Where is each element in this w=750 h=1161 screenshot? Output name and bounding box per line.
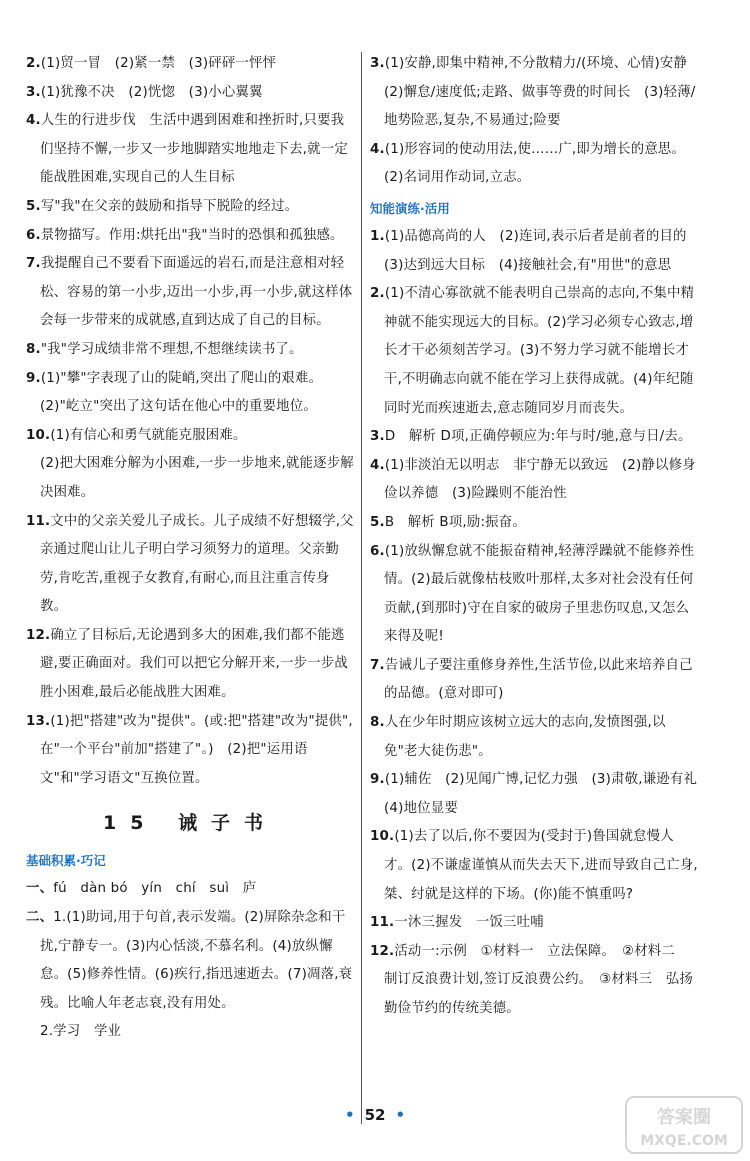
answer-item bbox=[26, 336, 354, 365]
answer-text: (1)贸一冒 (2)紧一禁 (3)砰砰一怦怦 bbox=[40, 56, 277, 71]
answer-item bbox=[26, 622, 354, 708]
answer-text: B 解析 B项,励:振奋。 bbox=[384, 514, 526, 530]
left-column bbox=[26, 50, 354, 1047]
answer-text: "我"学习成绩非常不理想,不想继续读书了。 bbox=[40, 341, 303, 357]
answer-text: 告诫儿子要注重修身养性,生活节俭,以此来培养自己的品德。(意对即可) bbox=[384, 657, 693, 702]
answer-item bbox=[370, 136, 698, 193]
bullet-dot-icon: • bbox=[395, 1106, 406, 1124]
answer-item bbox=[26, 422, 354, 451]
answer-item bbox=[26, 365, 354, 394]
answer-number: 4. bbox=[26, 113, 41, 129]
answer-subitem: (2)"屹立"突出了这句话在他心中的重要地位。 bbox=[40, 399, 317, 415]
answer-text: (1)辅佐 (2)见闻广博,记忆力强 (3)肃敬,谦逊有礼 (4)地位显要 bbox=[384, 772, 711, 816]
answer-number: 3. bbox=[26, 84, 41, 100]
answer-item bbox=[370, 909, 698, 938]
answer-text: 人在少年时期应该树立远大的志向,发愤图强,以免"老大徒伤悲"。 bbox=[384, 715, 666, 759]
column-divider bbox=[361, 52, 362, 1124]
answer-number: 10. bbox=[370, 829, 395, 845]
watermark-logo bbox=[624, 1095, 744, 1155]
answer-text: D 解析 D项,正确停顿应为:年与时/驰,意与日/去。 bbox=[384, 429, 692, 445]
answer-number: 5. bbox=[370, 514, 385, 530]
page-number-value: 52 bbox=[364, 1106, 386, 1124]
answer-number: 8. bbox=[26, 341, 41, 357]
answer-number: 4. bbox=[370, 141, 385, 157]
answer-number: 7. bbox=[26, 256, 41, 272]
answer-text: 确立了目标后,无论遇到多大的困难,我们都不能逃避,要正确面对。我们可以把它分解开来,一步一步战胜小困难,最后必能战胜大困难。 bbox=[40, 627, 348, 701]
answer-text: (1)去了以后,你不要因为(受封于)鲁国就怠慢人才。(2)不谦虚谨慎从而失去天下,进而导致自己亡身,桀、纣就是这样的下场。(你)能不慎重吗? bbox=[384, 829, 698, 902]
answer-item bbox=[26, 250, 354, 336]
answer-text: fú dàn bó yín chí suì 庐 bbox=[53, 881, 257, 897]
answer-number: 12. bbox=[26, 627, 51, 643]
answer-text: 我提醒自己不要看下面遥远的岩石,而是注意相对轻松、容易的第一小步,迈出一小步,再一小步,就这样体会每一步带来的成就感,直到达成了自己的目标。 bbox=[40, 256, 353, 329]
watermark-logo-icon bbox=[624, 1095, 744, 1155]
answer-number: 9. bbox=[370, 772, 385, 788]
answer-text: (1)安静,即集中精神,不分散精力/(环境、心情)安静 (2)懈怠/速度低;走路、做事等费的时间长 (3)轻薄/地势险恶,复杂,不易通过;险要 bbox=[384, 56, 701, 129]
answer-number: 4. bbox=[370, 457, 385, 473]
answer-item bbox=[370, 280, 698, 423]
answer-number: 10. bbox=[26, 427, 51, 443]
answer-item bbox=[370, 766, 711, 823]
answer-number: 3. bbox=[370, 429, 385, 445]
bullet-dot-icon: • bbox=[344, 1106, 355, 1124]
answer-text: (1)非淡泊无以明志 非宁静无以致远 (2)静以修身 俭以养德 (3)险躁则不能治性 bbox=[384, 457, 710, 502]
svg-text:MXQE.COM: MXQE.COM bbox=[640, 1133, 728, 1149]
answer-number: 3. bbox=[370, 56, 385, 71]
answer-item bbox=[370, 509, 698, 538]
answer-number: 12. bbox=[370, 943, 395, 959]
answer-number: 11. bbox=[26, 513, 51, 529]
answer-subitem: (2)把大困难分解为小困难,一步一步地来,就能逐步解决困难。 bbox=[40, 456, 354, 500]
answer-text: (1)品德高尚的人 (2)连词,表示后者是前者的目的 (3)达到远大目标 (4)接触社会,有"用世"的意思 bbox=[384, 228, 701, 273]
answer-item bbox=[26, 875, 354, 904]
answer-text: (1)形容词的使动用法,使……广,即为增长的意思。(2)名词用作动词,立志。 bbox=[384, 141, 686, 186]
answer-number: 6. bbox=[26, 227, 41, 243]
answer-text: 人生的行进步伐 生活中遇到困难和挫折时,只要我们坚持不懈,一步又一步地脚踏实地地走下去,就一定能战胜困难,实现自己的人生目标 bbox=[40, 113, 348, 186]
answer-text: (1)犹豫不决 (2)恍惚 (3)小心翼翼 bbox=[40, 84, 263, 100]
answer-text: (1)放纵懈怠就不能振奋精神,轻薄浮躁就不能修养性情。(2)最后就像枯枝败叶那样,太多对社会没有任何贡献,(到那时)守在自家的破房子里悲伤叹息,又怎么来得及呢! bbox=[384, 543, 695, 645]
answer-item bbox=[26, 222, 354, 251]
answer-number: 7. bbox=[370, 657, 385, 673]
answer-item bbox=[370, 538, 698, 652]
answer-text: 景物描写。作用:烘托出"我"当时的恐惧和孤独感。 bbox=[40, 227, 344, 243]
answer-item bbox=[26, 904, 354, 1018]
answer-item bbox=[370, 652, 698, 709]
answer-text: 一沐三握发 一饭三吐哺 bbox=[394, 915, 544, 931]
answer-text: 1.(1)助词,用于句首,表示发端。(2)屏除杂念和干扰,宁静专一。(3)内心恬淡,不慕名利。(4)放纵懈怠。(5)修养性情。(6)疾行,指迅速逝去。(7)凋落,衰残。比喻人年老志衰,没有用处。 bbox=[40, 910, 353, 1011]
lesson-title: 15 诫子书 bbox=[102, 812, 278, 835]
answer-text: (1)"攀"字表现了山的陡峭,突出了爬山的艰难。 bbox=[40, 370, 323, 386]
answer-number: 11. bbox=[370, 915, 395, 931]
answer-number: 5. bbox=[26, 198, 41, 214]
answer-subitem: 2.学习 学业 bbox=[40, 1024, 122, 1040]
svg-text:答案圈: 答案圈 bbox=[657, 1107, 711, 1128]
answer-item bbox=[26, 79, 354, 108]
answer-number: 1. bbox=[370, 228, 385, 244]
answer-item bbox=[26, 193, 354, 222]
answer-item bbox=[26, 107, 354, 193]
answer-number: 13. bbox=[26, 713, 51, 729]
answer-text: 文中的父亲关爱儿子成长。儿子成绩不好想辍学,父亲通过爬山让儿子明白学习须努力的道理。父亲勤劳,肯吃苦,重视子女教育,有耐心,而且注重言传身教。 bbox=[40, 513, 354, 615]
answer-item bbox=[26, 708, 354, 794]
answer-text: (1)不清心寡欲就不能表明自己崇高的志向,不集中精神就不能实现远大的目标。(2)学习必须专心致志,增长才干必须刻苦学习。(3)不努力学习就不能增长才干,不明确志向就不能在学习上获得成就。(4)年纪随同时光而疾速逝去,意志随同岁月而丧失。 bbox=[384, 286, 695, 416]
answer-text: (1)有信心和勇气就能克服困难。 bbox=[50, 427, 247, 443]
answer-text: (1)把"搭建"改为"提供"。(或:把"搭建"改为"提供",在"一个平台"前加"搭建了"。) (2)把"运用语文"和"学习语文"互换位置。 bbox=[40, 713, 353, 786]
answer-item bbox=[370, 452, 710, 509]
answer-text: 活动一:示例 ①材料一 立法保障。 ②材料二 制订反浪费计划,签订反浪费公约。 ③材料三 弘扬勤俭节约的传统美德。 bbox=[384, 943, 693, 1016]
answer-number: 8. bbox=[370, 715, 385, 731]
answer-text: 写"我"在父亲的鼓励和指导下脱险的经过。 bbox=[40, 198, 299, 214]
right-column bbox=[370, 50, 711, 1024]
answer-number: 6. bbox=[370, 543, 385, 559]
section-heading: 知能演练·活用 bbox=[370, 200, 450, 216]
answer-number: 2. bbox=[26, 56, 41, 71]
answer-number: 一、 bbox=[26, 881, 54, 897]
answer-item bbox=[370, 938, 698, 1024]
answer-item bbox=[370, 423, 698, 452]
answer-item bbox=[370, 823, 698, 909]
section-heading: 基础积累·巧记 bbox=[26, 853, 106, 869]
answer-number: 2. bbox=[370, 286, 385, 302]
answer-number: 9. bbox=[26, 370, 41, 386]
answer-item bbox=[370, 709, 698, 766]
answer-item bbox=[370, 50, 701, 136]
answer-item bbox=[26, 508, 354, 622]
answer-number: 二、 bbox=[26, 910, 54, 926]
answer-item bbox=[26, 50, 354, 79]
answer-item bbox=[370, 223, 701, 280]
